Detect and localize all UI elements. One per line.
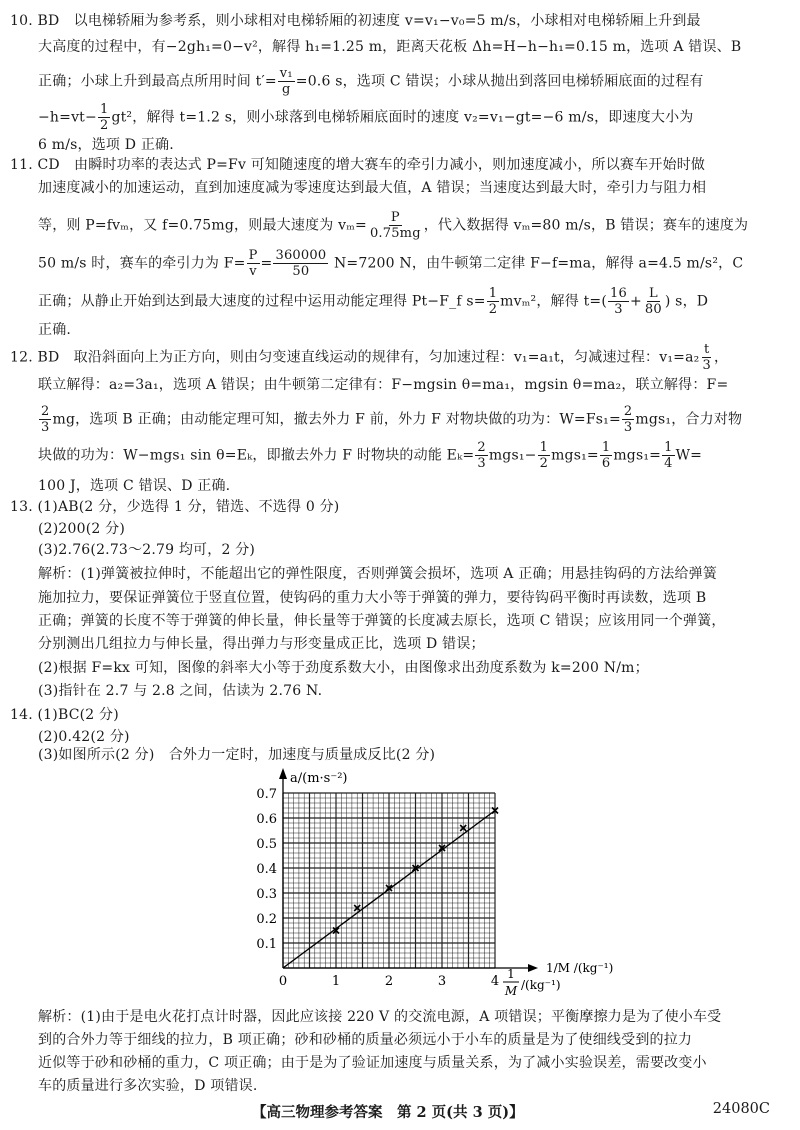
text-line: 13. (1)AB(2 分，少选得 1 分，错选、不选得 0 分) (10, 499, 340, 515)
text-line: 加速度减小的加速运动，直到加速度减为零速度达到最大值，A 错误；当速度达到最大时，牵引力与阻力相 (38, 180, 707, 196)
text-line: (3)如图所示(2 分) 合外力一定时，加速度与质量成反比(2 分) (38, 747, 436, 763)
text-segment: mvₘ²，解得 t=( (500, 293, 608, 310)
y-tick-label: 0.2 (256, 912, 277, 927)
text-segment: + (629, 293, 642, 310)
y-axis-label: a/(m·s⁻²) (290, 771, 348, 786)
text-line: 10. BD 以电梯轿厢为参考系，则小球相对电梯轿厢的初速度 v=v₁−v₀=5 m/s，小球相对电梯轿厢上升到最 (10, 13, 701, 29)
text-segment: 正确；从静止开始到达到最大速度的过程中运用动能定理得 Pt−F_f s= (38, 293, 486, 310)
x-tick-label: 3 (437, 974, 447, 989)
text-segment: =0.6 s，选项 C 错误；小球从抛出到落回电梯轿厢底面的过程有 (295, 73, 704, 90)
text-line: (2)0.42(2 分) (38, 729, 130, 745)
numerator: 1 (99, 102, 109, 117)
y-tick-label: 0.4 (256, 862, 277, 877)
denominator: 2 (99, 118, 109, 133)
footer-code: 24080C (712, 1101, 770, 1117)
text-line: 11. CD 由瞬时功率的表达式 P=Fv 可知随速度的增大赛车的牵引力减小，则加速度减小，所以赛车开始时做 (10, 157, 706, 173)
text-line: 6 m/s，选项 D 正确. (38, 137, 174, 153)
text-segment: mgs₁− (488, 447, 537, 464)
numerator: 1 (664, 440, 673, 455)
text-segment: ， (713, 349, 729, 366)
x-axis-label-numerator: 1 (507, 967, 515, 981)
denominator: 80 (644, 302, 662, 317)
denominator: 3 (614, 302, 623, 317)
text-segment: 正确；小球上升到最高点所用时间 t′= (38, 73, 277, 90)
denominator: v (249, 264, 257, 279)
numerator: L (648, 286, 658, 301)
y-tick-label: 0.5 (256, 837, 277, 852)
text-segment: 等，则 P=fvₘ，又 f=0.75mg，则最大速度为 vₘ= (38, 217, 367, 234)
numerator: P (248, 248, 258, 263)
denominator: g (282, 82, 291, 97)
x-tick-label: 2 (384, 974, 394, 989)
text-segment: mgs₁= (613, 447, 662, 464)
text-segment: mgs₁，合力对物 (635, 411, 743, 428)
denominator: 0.75mg (369, 226, 421, 241)
text-line: 解析：(1)弹簧被拉伸时，不能超出它的弹性限度，否则弹簧会损坏，选项 A 正确；用悬挂钩码的方法给弹簧 (38, 566, 718, 582)
text-line: 解析：(1)由于是电火花打点计时器，因此应该接 220 V 的交流电源，A 项错误；平衡摩擦力是为了使小车受 (38, 1009, 722, 1025)
numerator: 1 (539, 440, 549, 455)
text-line: 14. (1)BC(2 分) (10, 707, 119, 723)
text-line: (2)根据 F=kx 可知，图像的斜率大小等于劲度系数大小，由图像求出劲度系数为 k=200 N/m； (38, 660, 649, 676)
numerator: t (704, 342, 710, 357)
y-tick-label: 0.6 (256, 812, 277, 827)
text-line: 车的质量进行多次实验，D 项错误. (38, 1078, 258, 1094)
numerator: 2 (477, 440, 486, 455)
denominator: 3 (41, 420, 50, 435)
text-segment: 50 m/s 时，赛车的牵引力为 F= (38, 255, 246, 272)
text-segment: ) s，D (664, 293, 709, 310)
denominator: 4 (664, 456, 673, 471)
y-tick-label: 0.7 (256, 787, 277, 802)
x-axis-arrow-icon (528, 964, 538, 972)
denominator: 3 (623, 420, 633, 435)
x-tick-label: 1 (331, 974, 341, 989)
numerator: 16 (610, 286, 627, 301)
denominator: 2 (539, 456, 549, 471)
text-segment: 12. BD 取沿斜面向上为正方向，则由匀变速直线运动的规律有，匀加速过程：v₁=a₁t，匀减速过程：v₁=a₂ (10, 349, 700, 366)
text-line: 100 J，选项 C 错误、D 正确. (38, 478, 231, 494)
x-tick-label: 0 (278, 974, 288, 989)
text-line: 大高度的过程中，有−2gh₁=0−v²，解得 h₁=1.25 m，距离天花板 Δh=H−h−h₁=0.15 m，选项 A 错误、B (38, 39, 742, 55)
x-axis-label-unit: /(kg⁻¹) (521, 978, 561, 992)
y-tick-label: 0.3 (256, 887, 277, 902)
text-segment: −h=vt− (38, 109, 97, 126)
text-line: 施加拉力，要保证弹簧位于竖直位置，使钩码的重力大小等于弹簧的弹力，要待钩码平衡时再读数，选项 B (38, 590, 707, 606)
text-line: 到的合外力等于细线的拉力，B 项正确；砂和砂桶的质量必须远小于小车的质量是为了使细线受到的拉力 (38, 1032, 693, 1048)
text-line: (3)2.76(2.73～2.79 均可，2 分) (38, 542, 256, 558)
text-line: 正确. (38, 322, 72, 338)
numerator: 2 (623, 404, 633, 419)
y-axis-arrow-icon (279, 768, 287, 779)
text-line: 分别测出几组拉力与伸长量，得出弹力与形变量成正比，选项 D 错误； (38, 636, 485, 652)
x-axis-label-denominator: M (504, 984, 518, 998)
text-segment: mgs₁= (551, 447, 599, 464)
denominator: 3 (702, 358, 711, 373)
text-line: 近似等于砂和砂桶的重力，C 项正确；由于是为了验证加速度与质量关系，为了减小实验误差，需要改变小 (38, 1055, 707, 1071)
text-segment: W= (675, 447, 703, 464)
text-segment: ，代入数据得 vₘ=80 m/s，B 错误；赛车的速度为 (423, 217, 749, 234)
text-segment: mg，选项 B 正确；由动能定理可知，撤去外力 F 前，外力 F 对物块做的功为：W=Fs₁= (52, 411, 621, 428)
x-tick-label: 4 (490, 974, 500, 989)
numerator: 2 (41, 404, 50, 419)
y-tick-label: 0.1 (256, 937, 277, 952)
numerator: 1 (601, 440, 611, 455)
denominator: 3 (477, 456, 486, 471)
denominator: 50 (292, 264, 310, 279)
denominator: 6 (601, 456, 611, 471)
text-segment: = (260, 255, 273, 272)
text-segment: N=7200 N，由牛顿第二定律 F−f=ma，解得 a=4.5 m/s²，C (329, 255, 744, 272)
text-line: (3)指针在 2.7 与 2.8 之间，估读为 2.76 N. (38, 683, 323, 699)
text-line: 正确；弹簧的长度不等于弹簧的伸长量，伸长量等于弹簧的长度减去原长，选项 C 错误；应该用同一个弹簧， (38, 613, 726, 629)
text-line: 联立解得：a₂=3a₁，选项 A 错误；由牛顿第二定律有：F−mgsin θ=ma₁，mgsin θ=ma₂，联立解得：F= (38, 377, 729, 393)
numerator: P (390, 210, 400, 225)
text-segment: gt²，解得 t=1.2 s，则小球落到电梯轿厢底面时的速度 v₂=v₁−gt=−6 m/s，即速度大小为 (111, 109, 694, 126)
text-line: (2)200(2 分) (38, 521, 126, 537)
numerator: 360000 (275, 248, 327, 263)
footer-title: 【高三物理参考答案 第 2 页(共 3 页)】 (252, 1104, 524, 1121)
text-segment: 块做的功为：W−mgs₁ sin θ=Eₖ，即撤去外力 F 时物块的动能 Eₖ= (38, 447, 475, 464)
denominator: 2 (488, 302, 498, 317)
numerator: 1 (488, 286, 498, 301)
x-axis-label: 1/M /(kg⁻¹) (546, 961, 614, 975)
numerator: v₁ (279, 66, 293, 81)
